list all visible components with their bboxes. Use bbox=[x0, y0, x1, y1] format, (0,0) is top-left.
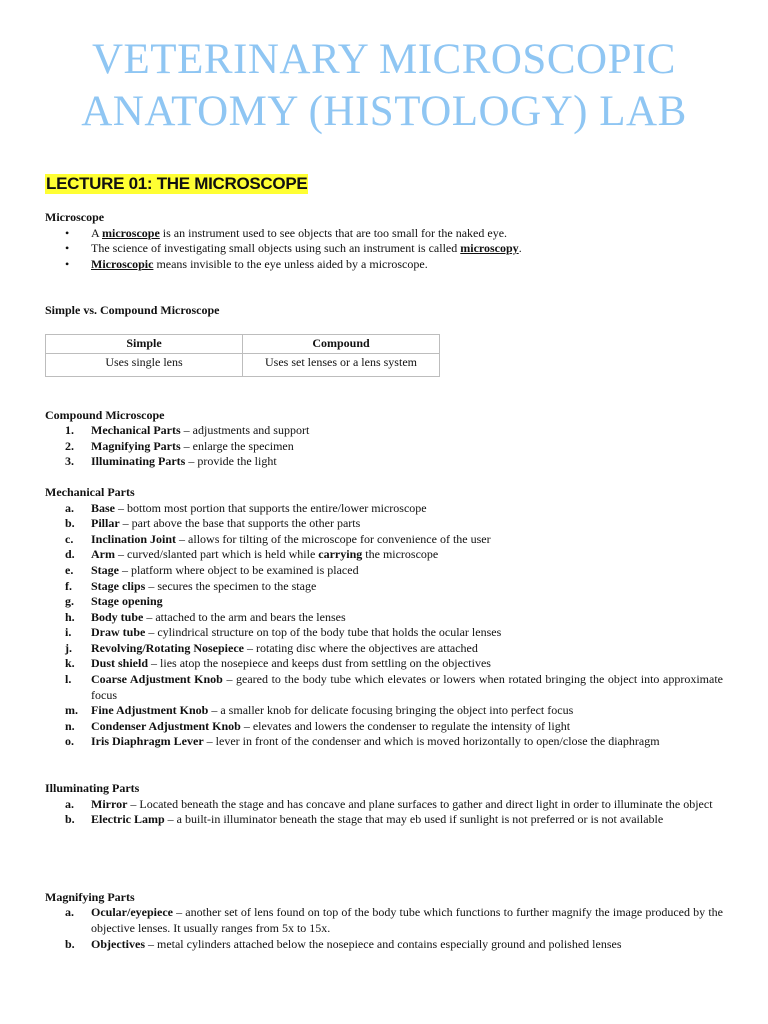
list-marker: a. bbox=[65, 796, 74, 811]
list-item bbox=[45, 937, 723, 953]
item-term: Coarse Adjustment Knob bbox=[91, 672, 223, 687]
item-description: – enlarge the specimen bbox=[180, 438, 294, 453]
list-marker: b. bbox=[65, 812, 75, 827]
list-marker: f. bbox=[65, 578, 72, 593]
item-description: – a smaller knob for delicate focusing bringing the object into perfect focus bbox=[208, 703, 574, 718]
list-marker: 3. bbox=[65, 454, 74, 469]
list-marker: a. bbox=[65, 905, 74, 920]
compound-heading: Compound Microscope bbox=[45, 407, 165, 422]
list-item bbox=[45, 905, 723, 936]
list-item bbox=[45, 594, 723, 610]
mechanical-heading: Mechanical Parts bbox=[45, 484, 135, 499]
list-item bbox=[45, 423, 723, 439]
list-marker: m. bbox=[65, 703, 78, 718]
item-description: – another set of lens found on top of the body tube which functions to further magnify the image produced by the objective lenses. It usually ranges from 5x to 15x. bbox=[91, 905, 723, 935]
list-marker: j. bbox=[65, 640, 72, 655]
list-item bbox=[45, 734, 723, 750]
item-term: Arm bbox=[91, 547, 115, 562]
mechanical-list bbox=[45, 501, 723, 751]
item-description: – platform where object to be examined is placed bbox=[119, 562, 359, 577]
item-description: – secures the specimen to the stage bbox=[145, 578, 317, 593]
item-term: Ocular/eyepiece bbox=[91, 905, 173, 920]
table-header-row bbox=[46, 334, 440, 353]
microscope-heading: Microscope bbox=[45, 210, 105, 224]
item-description-cont: the microscope bbox=[362, 547, 439, 562]
list-marker: i. bbox=[65, 625, 72, 640]
document-title bbox=[0, 34, 768, 138]
text-run: is an instrument used to see objects that are too small for the naked eye. bbox=[159, 225, 508, 240]
item-term: Magnifying Parts bbox=[91, 438, 181, 453]
item-term: Stage clips bbox=[91, 578, 146, 593]
item-term: Body tube bbox=[91, 609, 144, 624]
list-marker: 2. bbox=[65, 438, 74, 453]
item-term: Objectives bbox=[91, 936, 145, 951]
list-marker: e. bbox=[65, 562, 74, 577]
term-microscope: microscope bbox=[102, 225, 160, 240]
item-term: Stage opening bbox=[91, 594, 163, 609]
text-run: means invisible to the eye unless aided by a microscope. bbox=[153, 256, 428, 271]
item-description: – a built-in illuminator beneath the stage that may eb used if sunlight is not preferred or is not available bbox=[164, 812, 664, 827]
item-term: Stage bbox=[91, 562, 119, 577]
text-run: . bbox=[518, 241, 522, 256]
simple-vs-heading: Simple vs. Compound Microscope bbox=[45, 303, 220, 318]
item-description: – attached to the arm and bears the lenses bbox=[143, 609, 346, 624]
title-line-2: ANATOMY (HISTOLOGY) LAB bbox=[81, 88, 687, 135]
item-term: Iris Diaphragm Lever bbox=[91, 734, 204, 749]
text-run: A bbox=[91, 225, 103, 240]
illuminating-heading: Illuminating Parts bbox=[45, 781, 140, 796]
list-item bbox=[45, 719, 723, 735]
item-description: – elevates and lowers the condenser to regulate the intensity of light bbox=[240, 718, 571, 733]
list-item bbox=[45, 454, 723, 470]
list-marker: d. bbox=[65, 547, 75, 562]
lecture-heading: LECTURE 01: THE MICROSCOPE bbox=[46, 174, 308, 193]
table-cell: Uses set lenses or a lens system bbox=[243, 353, 440, 376]
list-item bbox=[45, 563, 723, 579]
item-description: – part above the base that supports the other parts bbox=[119, 516, 361, 531]
list-marker: h. bbox=[65, 609, 75, 624]
list-marker: 1. bbox=[65, 423, 74, 438]
item-term: Revolving/Rotating Nosepiece bbox=[91, 640, 244, 655]
list-item bbox=[45, 501, 723, 517]
item-description: – allows for tilting of the microscope for convenience of the user bbox=[176, 531, 491, 546]
list-item bbox=[45, 797, 723, 813]
term-microscopic: Microscopic bbox=[91, 256, 154, 271]
item-description: – geared to the body tube which elevates or lowers when rotated bringing the object into approximate focus bbox=[91, 672, 723, 702]
microscope-bullets bbox=[45, 226, 723, 273]
table-header-cell: Compound bbox=[243, 334, 440, 353]
document-body bbox=[45, 210, 723, 952]
text-run: The science of investigating small objects using such an instrument is called bbox=[91, 241, 461, 256]
item-description: – curved/slanted part which is held while bbox=[115, 547, 319, 562]
list-marker: c. bbox=[65, 531, 74, 546]
list-item bbox=[45, 547, 723, 563]
item-emphasis: carrying bbox=[318, 547, 363, 562]
list-item bbox=[45, 656, 723, 672]
list-marker: b. bbox=[65, 936, 75, 951]
bullet-item bbox=[45, 241, 723, 257]
item-description: – metal cylinders attached below the nosepiece and contains especially ground and polished lenses bbox=[144, 936, 622, 951]
item-term: Draw tube bbox=[91, 625, 146, 640]
item-term: Base bbox=[91, 500, 115, 515]
magnifying-heading: Magnifying Parts bbox=[45, 889, 135, 904]
item-term: Inclination Joint bbox=[91, 531, 177, 546]
item-description: – lies atop the nosepiece and keeps dust from settling on the objectives bbox=[148, 656, 491, 671]
magnifying-list bbox=[45, 905, 723, 952]
illuminating-list bbox=[45, 797, 723, 828]
list-item bbox=[45, 625, 723, 641]
compound-list bbox=[45, 423, 723, 470]
table-header-cell: Simple bbox=[46, 334, 243, 353]
item-term: Fine Adjustment Knob bbox=[91, 703, 209, 718]
item-description: – Located beneath the stage and has concave and plane surfaces to gather and direct light in order to illuminate the object bbox=[127, 796, 713, 811]
list-item bbox=[45, 439, 723, 455]
list-marker: n. bbox=[65, 718, 75, 733]
list-marker: b. bbox=[65, 516, 75, 531]
item-description: – lever in front of the condenser and which is moved horizontally to open/close the diaphragm bbox=[203, 734, 660, 749]
list-marker: l. bbox=[65, 672, 72, 687]
list-marker: g. bbox=[65, 594, 74, 609]
term-microscopy: microscopy bbox=[460, 241, 519, 256]
table-cell: Uses single lens bbox=[46, 353, 243, 376]
item-term: Condenser Adjustment Knob bbox=[91, 718, 241, 733]
item-term: Mechanical Parts bbox=[91, 423, 181, 438]
bullet-item bbox=[45, 257, 723, 273]
bullet-item bbox=[45, 226, 723, 242]
item-description: – adjustments and support bbox=[180, 423, 310, 438]
item-term: Pillar bbox=[91, 516, 120, 531]
list-item bbox=[45, 703, 723, 719]
list-item bbox=[45, 672, 723, 703]
title-line-1: VETERINARY MICROSCOPIC bbox=[91, 36, 676, 83]
item-description: – rotating disc where the objectives are attached bbox=[243, 640, 478, 655]
list-marker: k. bbox=[65, 656, 75, 671]
list-item bbox=[45, 516, 723, 532]
item-term: Electric Lamp bbox=[91, 812, 165, 827]
comparison-table bbox=[45, 334, 440, 377]
item-term: Illuminating Parts bbox=[91, 454, 186, 469]
list-item bbox=[45, 579, 723, 595]
item-term: Mirror bbox=[91, 796, 128, 811]
list-item bbox=[45, 641, 723, 657]
list-item bbox=[45, 532, 723, 548]
item-term: Dust shield bbox=[91, 656, 149, 671]
item-description: – provide the light bbox=[185, 454, 277, 469]
item-description: – bottom most portion that supports the entire/lower microscope bbox=[115, 500, 427, 515]
list-marker: a. bbox=[65, 500, 74, 515]
list-marker: o. bbox=[65, 734, 74, 749]
item-description: – cylindrical structure on top of the body tube that holds the ocular lenses bbox=[145, 625, 502, 640]
list-item bbox=[45, 610, 723, 626]
table-row bbox=[46, 353, 440, 376]
list-item bbox=[45, 812, 723, 828]
